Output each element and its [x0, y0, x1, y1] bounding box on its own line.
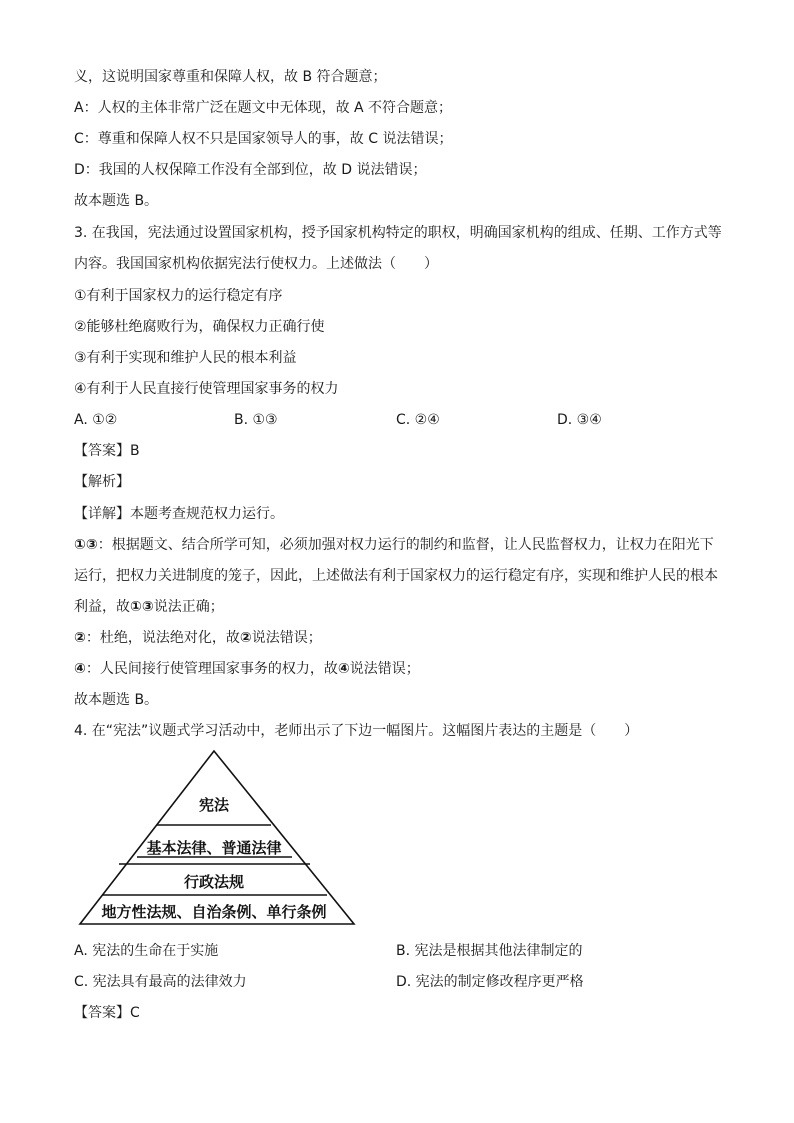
explain-1-text-pre: 利益，故 [74, 599, 130, 615]
q3-option-a: A. ①② [74, 412, 118, 428]
analysis-tag: 【解析】 [74, 474, 130, 490]
explain-3-mark-inline: ④ [337, 661, 350, 677]
q3-option-b: B. ①③ [234, 412, 278, 428]
text-line: 义，这说明国家尊重和保障人权，故 B 符合题意； [74, 69, 387, 85]
detail-line [74, 504, 284, 524]
answer-value: B [130, 443, 140, 459]
explain-2-mark-inline: ② [239, 630, 252, 646]
text-line: A：人权的主体非常广泛在题文中无体现，故 A 不符合题意； [74, 100, 453, 116]
explain-3-text: ：人民间接行使管理国家事务的权力，故 [85, 661, 338, 677]
q3-final: 故本题选 B。 [74, 692, 159, 708]
q4-option-b: B. 宪法是根据其他法律制定的 [396, 943, 583, 959]
explain-1-mark: ①③ [74, 537, 98, 553]
explain-1-text: ：根据题文、结合所学可知，必须加强对权力运行的制约和监督，让人民监督权力，让权力在阳光下 [97, 537, 714, 553]
detail-tag: 【详解】 [74, 506, 130, 522]
explain-3-mark: ④ [74, 661, 86, 677]
explain-2-text: ：杜绝，说法绝对化，故 [85, 630, 240, 646]
statement-4: ④有利于人民直接行使管理国家事务的权力 [74, 381, 339, 397]
statement-2: ②能够杜绝腐败行为，确保权力正确行使 [74, 319, 325, 335]
explain-1-line-2: 运行，把权力关进制度的笼子，因此，上述做法有利于国家权力的运行稳定有序，实现和维护人民的根本 [74, 568, 718, 584]
answer-tag: 【答案】 [74, 443, 130, 459]
explain-1-line-1 [74, 535, 714, 555]
q4-answer [74, 1003, 140, 1023]
law-hierarchy-pyramid [74, 748, 358, 926]
q4-option-c: C. 宪法具有最高的法律效力 [74, 974, 247, 990]
explain-3-text-post: 说法错误； [349, 661, 420, 677]
question-3-stem: 3. 在我国，宪法通过设置国家机构，授予国家机构特定的职权，明确国家机构的组成、任期、工作方式等 [74, 225, 722, 241]
text-line: C：尊重和保障人权不只是国家领导人的事，故 C 说法错误； [74, 131, 453, 147]
statement-3: ③有利于实现和维护人民的根本利益 [74, 350, 297, 366]
explain-1-line-3 [74, 597, 224, 617]
q3-option-d: D. ③④ [557, 412, 602, 428]
pyramid-level-3: 行政法规 [183, 873, 245, 891]
explain-2-line [74, 628, 322, 648]
explain-3-line [74, 659, 420, 679]
answer-value: C [130, 1005, 140, 1021]
question-4-stem: 4. 在“宪法”议题式学习活动中，老师出示了下边一幅图片。这幅图片表达的主题是（ ） [74, 723, 639, 739]
pyramid-level-2: 基本法律、普通法律 [146, 839, 282, 857]
q4-option-d: D. 宪法的制定修改程序更严格 [396, 974, 584, 990]
explain-1-text-post: 说法正确； [153, 599, 224, 615]
pyramid-outline [80, 751, 354, 924]
question-3-stem-cont: 内容。我国国家机构依据宪法行使权力。上述做法（ ） [74, 256, 438, 272]
explain-1-mark-inline: ①③ [130, 599, 154, 615]
q3-answer [74, 441, 140, 461]
explain-2-mark: ② [74, 630, 86, 646]
explain-2-text-post: 说法错误； [251, 630, 322, 646]
q4-option-a: A. 宪法的生命在于实施 [74, 943, 219, 959]
answer-tag: 【答案】 [74, 1005, 130, 1021]
text-line: D：我国的人权保障工作没有全部到位，故 D 说法错误； [74, 162, 427, 178]
detail-text: 本题考查规范权力运行。 [130, 506, 284, 522]
q3-option-c: C. ②④ [396, 412, 440, 428]
pyramid-level-4: 地方性法规、自治条例、单行条例 [101, 903, 327, 921]
pyramid-level-1: 宪法 [198, 796, 230, 814]
text-line: 故本题选 B。 [74, 193, 159, 209]
statement-1: ①有利于国家权力的运行稳定有序 [74, 288, 283, 304]
